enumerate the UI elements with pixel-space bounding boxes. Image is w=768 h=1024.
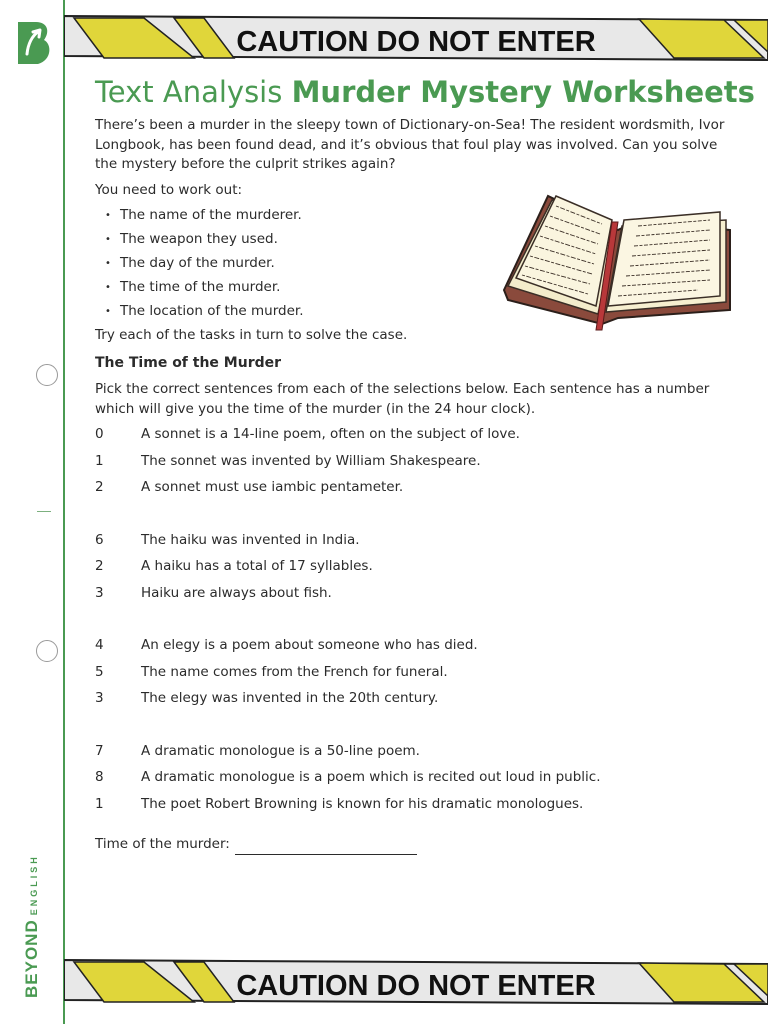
sentence-group-elegy <box>95 636 735 716</box>
need-label: You need to work out: <box>95 181 243 198</box>
sentence-number: 7 <box>95 742 104 759</box>
answer-label: Time of the murder: <box>95 836 230 852</box>
list-item: • The weapon they used. <box>105 230 735 250</box>
page-title <box>95 74 755 110</box>
brand-name-sub: ENGLISH <box>29 854 39 916</box>
sentence-text: An elegy is a poem about someone who has died. <box>141 637 478 653</box>
fold-mark <box>37 511 51 512</box>
sentence-row <box>95 689 735 716</box>
sentence-row <box>95 663 735 690</box>
sentence-number: 1 <box>95 795 104 812</box>
open-book-illustration <box>498 190 734 346</box>
vertical-brand <box>22 854 42 998</box>
answer-blank[interactable] <box>235 840 417 855</box>
sentence-text: A haiku has a total of 17 syllables. <box>141 558 373 574</box>
caution-tape-top-text: CAUTION DO NOT ENTER <box>236 26 596 58</box>
sentence-number: 2 <box>95 558 104 574</box>
punch-hole-upper <box>36 364 58 386</box>
sentence-row <box>95 452 735 479</box>
sentence-text: Haiku are always about fish. <box>141 584 332 601</box>
sentence-text: A dramatic monologue is a poem which is recited out loud in public. <box>141 769 601 785</box>
brand-name-main: BEYOND <box>22 919 41 998</box>
sentence-number: 0 <box>95 426 104 442</box>
list-item: • The time of the murder. <box>105 278 735 298</box>
sentence-number: 3 <box>95 584 104 601</box>
sidebar-rule <box>63 0 65 1024</box>
sentence-row <box>95 584 735 611</box>
sentence-number: 8 <box>95 769 104 785</box>
sentence-text: The poet Robert Browning is known for his dramatic monologues. <box>141 795 584 812</box>
sentence-text: The elegy was invented in the 20th century. <box>141 690 439 706</box>
beyond-english-logo-icon <box>14 20 54 66</box>
sentence-group-sonnet <box>95 425 735 505</box>
sentence-row <box>95 478 735 505</box>
sentence-number: 4 <box>95 637 104 653</box>
caution-tape-top <box>64 12 768 64</box>
caution-tape-bottom-text: CAUTION DO NOT ENTER <box>236 970 596 1002</box>
sentence-row <box>95 795 735 822</box>
section-heading: The Time of the Murder <box>95 354 282 371</box>
sentence-text: The name comes from the French for funeral. <box>141 663 448 680</box>
sentence-row <box>95 768 735 795</box>
sentence-row <box>95 557 735 584</box>
sentence-group-haiku <box>95 531 735 611</box>
sentence-row <box>95 425 735 452</box>
sentence-row <box>95 531 735 558</box>
punch-hole-lower <box>36 640 58 662</box>
sentence-row <box>95 742 735 769</box>
title-light: Text Analysis <box>95 75 292 109</box>
sentence-number: 5 <box>95 663 104 680</box>
sentence-number: 6 <box>95 531 104 548</box>
list-item: • The day of the murder. <box>105 254 735 274</box>
sentence-text: A sonnet is a 14-line poem, often on the subject of love. <box>141 426 520 442</box>
sentence-group-monologue <box>95 742 735 822</box>
task-description: Pick the correct sentences from each of the selections below. Each sentence has a number which will give you the time of the murder (in the 24 hour clock). <box>95 381 710 417</box>
sentence-number: 1 <box>95 452 104 469</box>
title-bold: Murder Mystery Worksheets <box>291 75 755 109</box>
intro-paragraph: There’s been a murder in the sleepy town of Dictionary-on-Sea! The resident wordsmith, Ivor Longbook, has been found dead, and it’s obvious that foul play was involved. Can you solve the mystery before the culprit strikes again? <box>95 117 725 172</box>
sentence-text: The haiku was invented in India. <box>141 531 360 548</box>
sentence-text: A dramatic monologue is a 50-line poem. <box>141 742 420 759</box>
sentence-number: 3 <box>95 690 104 706</box>
list-item: • The name of the murderer. <box>105 206 735 226</box>
list-item: • The location of the murder. <box>105 302 735 322</box>
sentence-number: 2 <box>95 479 104 495</box>
caution-tape-bottom <box>64 956 768 1008</box>
sentence-text: The sonnet was invented by William Shakespeare. <box>141 452 481 469</box>
answer-row <box>95 835 735 855</box>
sentence-row <box>95 636 735 663</box>
sentence-text: A sonnet must use iambic pentameter. <box>141 479 404 495</box>
try-text: Try each of the tasks in turn to solve the case. <box>95 327 408 343</box>
